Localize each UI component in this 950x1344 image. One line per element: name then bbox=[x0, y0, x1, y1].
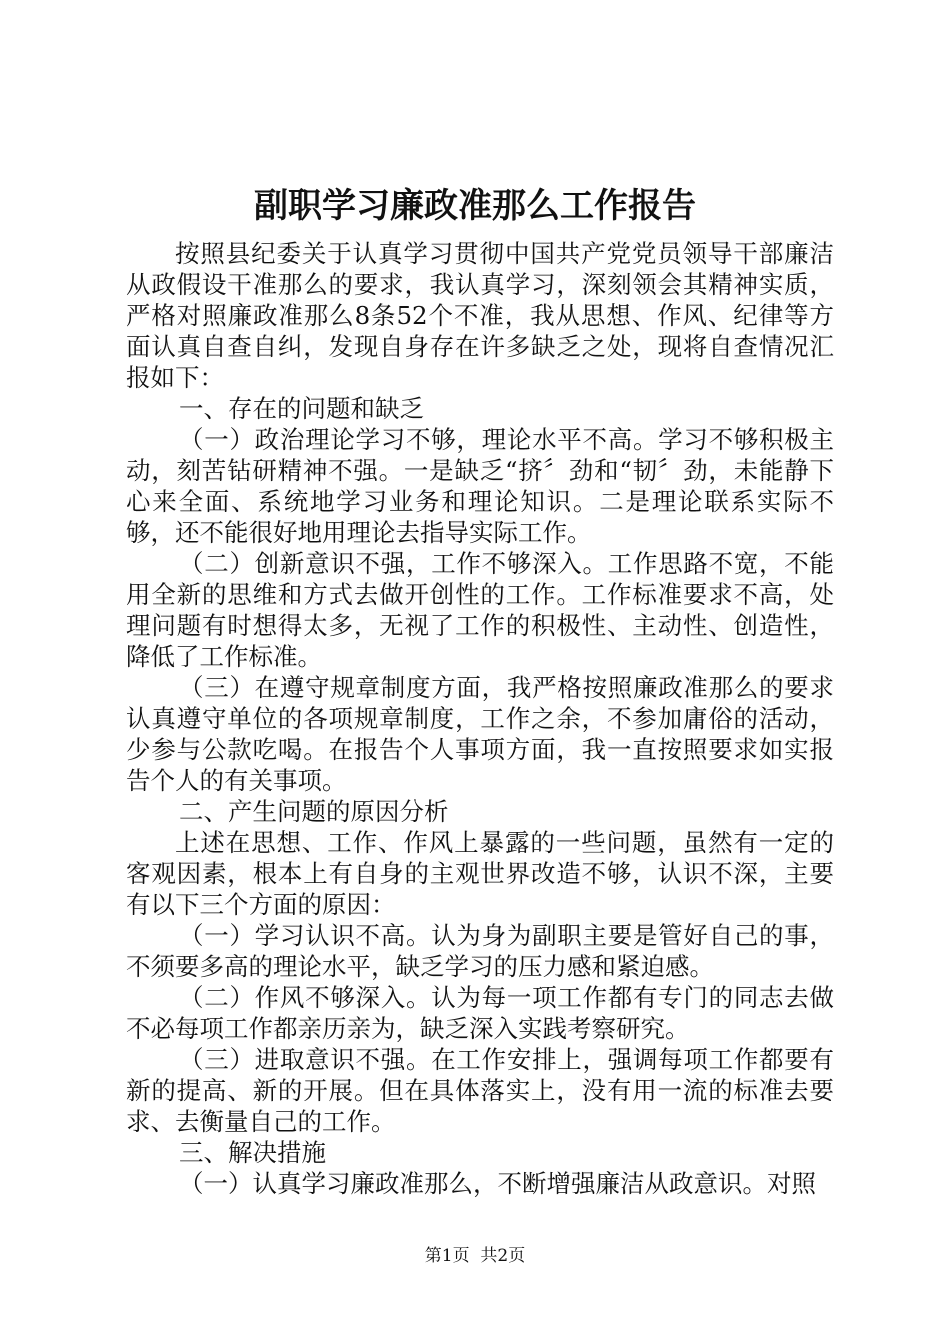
paragraph-issue-2: （二）创新意识不强，工作不够深入。工作思路不宽，不能用全新的思维和方式去做开创性的工作。工作标准要求不高，处理问题有时想得太多，无视了工作的积极性、主动性、创造性，降低了工作标准。 bbox=[126, 549, 834, 671]
paragraph-cause-intro: 上述在思想、工作、作风上暴露的一些问题，虽然有一定的客观因素，根本上有自身的主观世界改造不够，认识不深，主要有以下三个方面的原因： bbox=[126, 828, 834, 919]
paragraph-cause-3: （三）进取意识不强。在工作安排上，强调每项工作都要有新的提高、新的开展。但在具体落实上，没有用一流的标准去要求、去衡量自己的工作。 bbox=[126, 1045, 834, 1136]
paragraph-intro: 按照县纪委关于认真学习贯彻中国共产党党员领导干部廉洁从政假设干准那么的要求，我认真学习，深刻领会其精神实质，严格对照廉政准那么8条52个不准，我从思想、作风、纪律等方面认真自查自纠，发现自身存在许多缺乏之处，现将自查情况汇报如下： bbox=[126, 239, 834, 392]
page-footer bbox=[0, 1244, 950, 1268]
paragraph-issue-3: （三）在遵守规章制度方面，我严格按照廉政准那么的要求认真遵守单位的各项规章制度，工作之余，不参加庸俗的活动，少参与公款吃喝。在报告个人事项方面，我一直按照要求如实报告个人的有关事项。 bbox=[126, 673, 834, 795]
section-heading-1: 一、存在的问题和缺乏 bbox=[179, 394, 424, 423]
page-number: 第1页 共2页 bbox=[424, 1246, 526, 1266]
paragraph-cause-2: （二）作风不够深入。认为每一项工作都有专门的同志去做不必每项工作都亲历亲为，缺乏深入实践考察研究。 bbox=[126, 983, 834, 1043]
document-body bbox=[126, 238, 834, 1199]
paragraph-cause-1: （一）学习认识不高。认为身为副职主要是管好自己的事，不须要多高的理论水平，缺乏学习的压力感和紧迫感。 bbox=[126, 921, 834, 981]
section-heading-3: 三、解决措施 bbox=[179, 1138, 326, 1167]
document-title: 副职学习廉政准那么工作报告 bbox=[254, 186, 696, 226]
paragraph-issue-1: （一）政治理论学习不够，理论水平不高。学习不够积极主动，刻苦钻研精神不强。一是缺乏“挤〞劲和“韧〞劲，未能静下心来全面、系统地学习业务和理论知识。二是理论联系实际不够，还不能很好地用理论去指导实际工作。 bbox=[126, 425, 834, 547]
section-heading-2: 二、产生问题的原因分析 bbox=[179, 797, 449, 826]
paragraph-measure-1: （一）认真学习廉政准那么，不断增强廉洁从政意识。对照 bbox=[179, 1169, 816, 1198]
